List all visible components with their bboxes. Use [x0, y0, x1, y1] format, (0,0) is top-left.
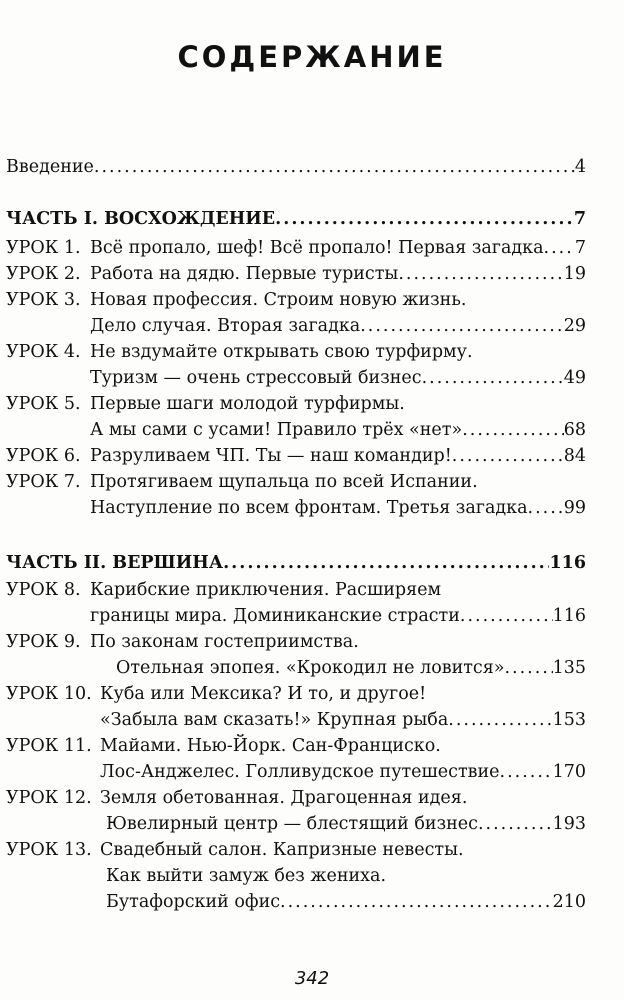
toc-entry-lesson-5-cont	[6, 417, 586, 443]
lesson-label: УРОК 11.	[6, 736, 92, 756]
toc-entry-lesson-9	[6, 629, 586, 655]
lesson-label: УРОК 3.	[6, 290, 81, 310]
toc-entry-lesson-11	[6, 733, 586, 759]
lesson-label: УРОК 8.	[6, 580, 81, 600]
toc-entry-lesson-10	[6, 681, 586, 707]
dot-leader	[462, 417, 564, 443]
lesson-label: УРОК 7.	[6, 472, 81, 492]
part-page-number: 7	[573, 209, 586, 229]
dot-leader	[280, 889, 553, 915]
dot-leader	[275, 206, 574, 232]
toc-entry-lesson-13-cont	[6, 863, 586, 889]
toc-entry-lesson-6	[6, 443, 586, 469]
lesson-title: Земля обетованная. Драгоценная идея.	[100, 788, 468, 808]
page-number: 342	[294, 968, 330, 989]
dot-leader	[452, 443, 564, 469]
toc-entry-lesson-4	[6, 339, 586, 365]
toc-page-number: 84	[563, 446, 586, 466]
lesson-label: УРОК 6.	[6, 446, 81, 466]
lesson-title: Работа на дядю. Первые туристы	[90, 264, 399, 284]
lesson-title: Всё пропало, шеф! Всё пропало! Первая загадка	[90, 238, 544, 258]
lesson-title: Майами. Нью-Йорк. Сан-Франциско.	[100, 736, 441, 756]
lesson-title: Разруливаем ЧП. Ты — наш командир!	[90, 446, 452, 466]
lesson-title: Новая профессия. Строим новую жизнь.	[90, 290, 467, 310]
page-title: СОДЕРЖАНИЕ	[177, 40, 447, 74]
lesson-label: УРОК 12.	[6, 788, 92, 808]
dot-leader	[528, 495, 564, 521]
part-heading-title: ЧАСТЬ II. ВЕРШИНА	[6, 553, 224, 573]
toc-page-number: 135	[552, 658, 586, 678]
toc-entry-lesson-7	[6, 469, 586, 495]
dot-leader	[460, 603, 553, 629]
part-heading-2	[6, 550, 586, 576]
toc-page-number: 210	[552, 892, 586, 912]
part-heading-title: ЧАСТЬ I. ВОСХОЖДЕНИЕ	[6, 209, 276, 229]
part-heading-1	[6, 206, 586, 232]
toc-page-number: 99	[563, 498, 586, 518]
toc-page-number: 153	[552, 710, 586, 730]
toc-page-number: 49	[563, 368, 586, 388]
dot-leader	[500, 759, 553, 785]
lesson-title: Лос-Анджелес. Голливудское путешествие	[100, 762, 500, 782]
lesson-label: УРОК 13.	[6, 840, 92, 860]
lesson-title: По законам гостеприимства.	[90, 632, 359, 652]
dot-leader	[448, 707, 552, 733]
toc-entry-intro	[6, 154, 586, 180]
toc-page-number: 116	[552, 606, 586, 626]
lesson-title: «Забыла вам сказать!» Крупная рыба	[100, 710, 449, 730]
lesson-title: Отельная эпопея. «Крокодил не ловится»	[116, 658, 505, 678]
toc-page-number: 19	[563, 264, 586, 284]
dot-leader	[478, 811, 553, 837]
lesson-title: Туризм — очень стрессовый бизнес	[90, 368, 422, 388]
toc-entry-lesson-2	[6, 261, 586, 287]
toc-entry-lesson-4-cont	[6, 365, 586, 391]
lesson-title: Бутафорский офис	[106, 892, 281, 912]
toc-entry-lesson-11-cont	[6, 759, 586, 785]
toc-page-number: 29	[563, 316, 586, 336]
toc-page-number: 170	[552, 762, 586, 782]
toc-entry-lesson-3-cont	[6, 313, 586, 339]
toc-page-number: 7	[574, 238, 586, 258]
dot-leader	[94, 154, 575, 180]
lesson-title: Не вздумайте открывать свою турфирму.	[90, 342, 473, 362]
lesson-label: УРОК 10.	[6, 684, 92, 704]
toc-entry-lesson-7-cont	[6, 495, 586, 521]
dot-leader	[398, 261, 563, 287]
toc-entry-lesson-5	[6, 391, 586, 417]
dot-leader	[360, 313, 563, 339]
toc-entry-lesson-8	[6, 577, 586, 603]
dot-leader	[504, 655, 552, 681]
toc-entry-lesson-12-cont	[6, 811, 586, 837]
lesson-title: Как выйти замуж без жениха.	[106, 866, 387, 886]
part-page-number: 116	[549, 553, 586, 573]
lesson-label: УРОК 5.	[6, 394, 81, 414]
lesson-label: УРОК 9.	[6, 632, 81, 652]
lesson-title: границы мира. Доминиканские страсти	[90, 606, 460, 626]
lesson-label: УРОК 4.	[6, 342, 81, 362]
toc-entry-title: Введение	[6, 157, 94, 177]
dot-leader	[422, 365, 564, 391]
dot-leader	[544, 235, 575, 261]
toc-entry-lesson-12	[6, 785, 586, 811]
lesson-title: Куба или Мексика? И то, и другое!	[100, 684, 427, 704]
lesson-title: Первые шаги молодой турфирмы.	[90, 394, 405, 414]
toc-page-number: 68	[563, 420, 586, 440]
toc-entry-lesson-13	[6, 837, 586, 863]
toc-page-number: 4	[574, 157, 586, 177]
lesson-title: Свадебный салон. Капризные невесты.	[100, 840, 464, 860]
lesson-title: Ювелирный центр — блестящий бизнес	[106, 814, 478, 834]
toc-entry-lesson-13-cont2	[6, 889, 586, 915]
lesson-title: Наступление по всем фронтам. Третья загадка	[90, 498, 528, 518]
lesson-label: УРОК 1.	[6, 238, 81, 258]
toc-entry-lesson-3	[6, 287, 586, 313]
lesson-title: Протягиваем щупальца по всей Испании.	[90, 472, 478, 492]
lesson-title: Дело случая. Вторая загадка	[90, 316, 361, 336]
toc-entry-lesson-1	[6, 235, 586, 261]
toc-entry-lesson-10-cont	[6, 707, 586, 733]
dot-leader	[223, 550, 549, 576]
toc-entry-lesson-8-cont	[6, 603, 586, 629]
toc-entry-lesson-9-cont	[6, 655, 586, 681]
lesson-title: А мы сами с усами! Правило трёх «нет»	[90, 420, 463, 440]
toc-page-number: 193	[552, 814, 586, 834]
lesson-label: УРОК 2.	[6, 264, 81, 284]
lesson-title: Карибские приключения. Расширяем	[90, 580, 442, 600]
